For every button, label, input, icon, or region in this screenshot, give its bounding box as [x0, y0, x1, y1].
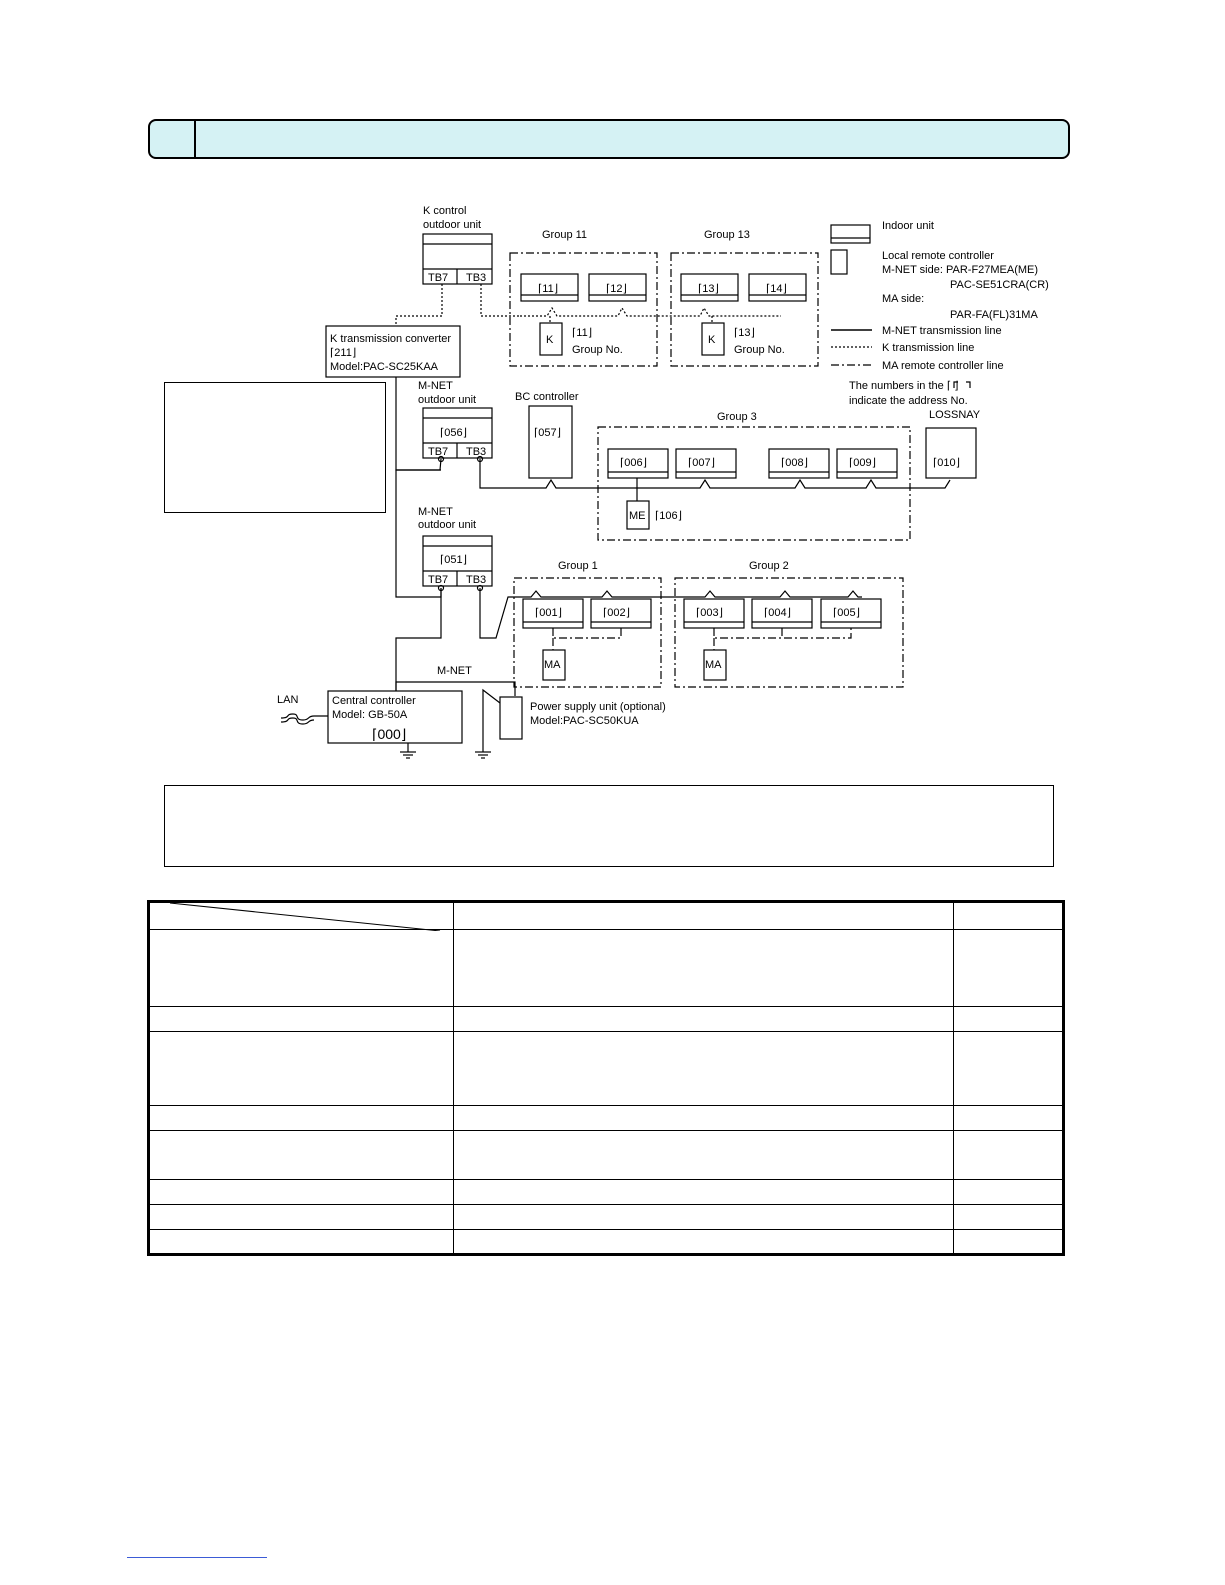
unit-005-address: ⌈005⌋: [833, 607, 860, 619]
legend-local-remote: Local remote controller: [882, 250, 994, 262]
diagonal-line: [150, 903, 456, 931]
legend-ma-model-1: PAC-SE51CRA(CR): [950, 279, 1049, 291]
lossnay-address: ⌈010⌋: [933, 457, 960, 469]
mnet-outdoor-2-tb3: TB3: [466, 574, 487, 586]
table-row: [149, 1230, 1064, 1255]
unit-009-address: ⌈009⌋: [849, 457, 876, 469]
table-header-cell: [954, 902, 1064, 930]
bottom-note-box: [164, 785, 1054, 867]
lan-label: LAN: [277, 694, 299, 706]
table-cell: [954, 1106, 1064, 1131]
legend-note-line-2: indicate the address No.: [849, 395, 968, 407]
table-row: [149, 1180, 1064, 1205]
unit-007-address: ⌈007⌋: [688, 457, 715, 469]
mnet-outdoor-2-tb7: TB7: [428, 574, 449, 586]
group-2-remote: MA: [705, 659, 722, 671]
table-cell: [954, 1180, 1064, 1205]
mnet-outdoor-2-title: M-NET: [418, 506, 453, 518]
table-cell: [149, 1032, 454, 1106]
group-3-remote: ME: [629, 510, 646, 522]
table-header-cell: [454, 902, 954, 930]
table-row: [149, 1032, 1064, 1106]
table-cell: [954, 1230, 1064, 1255]
k-converter-model: Model:PAC-SC25KAA: [330, 361, 439, 373]
table-cell: [149, 1131, 454, 1180]
table-row: [149, 1106, 1064, 1131]
group-3-remote-address: ⌈106⌋: [655, 510, 682, 522]
table-cell: [954, 1205, 1064, 1230]
legend-note-line-1: The numbers in the ⌈ ⌋: [849, 380, 959, 392]
table-cell: [954, 930, 1064, 1007]
mnet-bus-label: M-NET: [437, 665, 472, 677]
table-row: [149, 1205, 1064, 1230]
unit-006-address: ⌈006⌋: [620, 457, 647, 469]
table-cell: [454, 1205, 954, 1230]
group-11-group-no: Group No.: [572, 344, 623, 356]
group-3-label: Group 3: [717, 411, 757, 423]
table-cell: [149, 1230, 454, 1255]
table-cell: [454, 1230, 954, 1255]
legend-indoor-unit: Indoor unit: [882, 220, 934, 232]
power-supply-name: Power supply unit (optional): [530, 701, 666, 713]
table-row: [149, 1131, 1064, 1180]
k-converter-name: K transmission converter: [330, 333, 452, 345]
spec-table: [147, 900, 1065, 1256]
legend-ma-side: MA side:: [882, 293, 925, 305]
bc-controller-address: ⌈057⌋: [534, 427, 561, 439]
central-controller-address: ⌈000⌋: [372, 726, 407, 742]
mnet-outdoor-2-subtitle: outdoor unit: [418, 519, 477, 531]
table-corner-cell: [149, 902, 454, 930]
central-controller-model: Model: GB-50A: [332, 709, 408, 721]
legend-mnet-side: M-NET side: PAR-F27MEA(ME): [882, 264, 1039, 276]
unit-11-address: ⌈11⌋: [538, 283, 559, 295]
k-converter-address: ⌈211⌋: [330, 347, 357, 359]
table-cell: [454, 1131, 954, 1180]
k-outdoor-subtitle: outdoor unit: [423, 219, 482, 231]
unit-13-address: ⌈13⌋: [698, 283, 719, 295]
group-13-label: Group 13: [704, 229, 750, 241]
table-cell: [454, 930, 954, 1007]
group-1-remote: MA: [544, 659, 561, 671]
unit-002-address: ⌈002⌋: [603, 607, 630, 619]
table-cell: [454, 1007, 954, 1032]
group-1-label: Group 1: [558, 560, 598, 572]
mnet-outdoor-2-address: ⌈051⌋: [440, 554, 467, 566]
table-header-row: [149, 902, 1064, 930]
group-11-label: Group 11: [542, 229, 588, 241]
legend-ma-model-2: PAR-FA(FL)31MA: [950, 309, 1038, 321]
k-outdoor-tb3: TB3: [466, 272, 487, 284]
group-13-remote-address: ⌈13⌋: [734, 327, 755, 339]
group-13-remote: K: [708, 334, 716, 346]
table-cell: [149, 1180, 454, 1205]
power-supply-model: Model:PAC-SC50KUA: [530, 715, 639, 727]
table-row: [149, 930, 1064, 1007]
group-11-remote-address: ⌈11⌋: [572, 327, 593, 339]
mnet-outdoor-1-tb7: TB7: [428, 446, 449, 458]
k-outdoor-title: K control: [423, 205, 467, 217]
group-13-group-no: Group No.: [734, 344, 785, 356]
unit-008-address: ⌈008⌋: [781, 457, 808, 469]
group-11-remote: K: [546, 334, 554, 346]
legend-k-line: K transmission line: [882, 342, 975, 354]
left-note-box: [164, 382, 386, 513]
table-cell: [954, 1007, 1064, 1032]
mnet-outdoor-1-title: M-NET: [418, 380, 453, 392]
table-cell: [954, 1032, 1064, 1106]
table-row: [149, 1007, 1064, 1032]
table-cell: [454, 1106, 954, 1131]
table-cell: [149, 1007, 454, 1032]
lossnay-title: LOSSNAY: [929, 409, 981, 421]
table-cell: [149, 1205, 454, 1230]
mnet-outdoor-1-tb3: TB3: [466, 446, 487, 458]
unit-001-address: ⌈001⌋: [535, 607, 562, 619]
table-cell: [149, 930, 454, 1007]
unit-003-address: ⌈003⌋: [696, 607, 723, 619]
unit-004-address: ⌈004⌋: [764, 607, 791, 619]
mnet-outdoor-1-address: ⌈056⌋: [440, 427, 467, 439]
central-controller-name: Central controller: [332, 695, 416, 707]
table-cell: [454, 1180, 954, 1205]
legend-mnet-line: M-NET transmission line: [882, 325, 1002, 337]
table-cell: [954, 1131, 1064, 1180]
unit-12-address: ⌈12⌋: [606, 283, 627, 295]
legend-ma-line: MA remote controller line: [882, 360, 1004, 372]
unit-14-address: ⌈14⌋: [766, 283, 787, 295]
footer-link-underline[interactable]: [127, 1557, 267, 1558]
mnet-outdoor-1-subtitle: outdoor unit: [418, 394, 477, 406]
bc-controller-title: BC controller: [515, 391, 579, 403]
table-cell: [454, 1032, 954, 1106]
table-cell: [149, 1106, 454, 1131]
k-outdoor-tb7: TB7: [428, 272, 449, 284]
group-2-label: Group 2: [749, 560, 789, 572]
